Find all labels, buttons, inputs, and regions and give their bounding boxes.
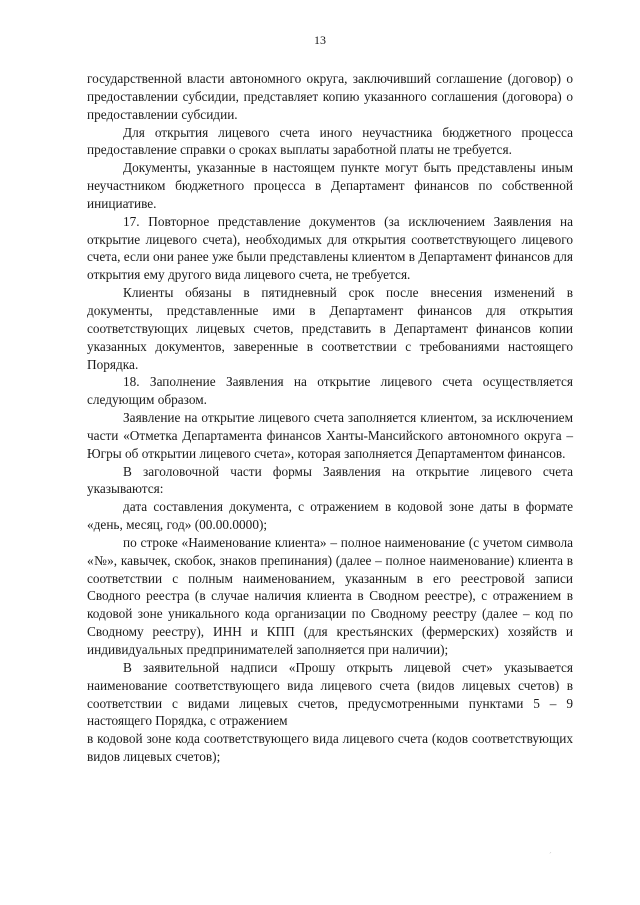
paragraph: Клиенты обязаны в пятидневный срок после внесения изменений в документы, представленные ими в Департамент финансов для открытия соответствующих лицевых счетов, представить в Департамент финансов копии указанных документов, заверенные в соответствии с требованиями настоящего Порядка.: [87, 285, 573, 372]
paragraph: государственной власти автономного округа, заключивший соглашение (договор) о предоставлении субсидии, представляет копию указанного соглашения (договора) о предоставлении субсидии.: [87, 71, 573, 122]
page-number: 13: [314, 33, 326, 47]
paragraph: в кодовой зоне кода соответствующего вида лицевого счета (кодов соответствующих видов лицевых счетов);: [87, 731, 573, 765]
scan-mark: ´: [549, 851, 552, 860]
paragraph: 18. Заполнение Заявления на открытие лицевого счета осуществляется следующим образом.: [87, 374, 573, 408]
paragraph: по строке «Наименование клиента» – полное наименование (с учетом символа «№», кавычек, скобок, знаков препинания) (далее – полное наименование) клиента в соответствии с полным наименованием, указанным в его реестровой записи Сводного реестра (в случае наличия клиента в Сводном реестре), с отражением в кодовой зоне уникального кода организации по Сводному реестру (далее – код по Сводному реестру), ИНН и КПП (для крестьянских (фермерских) хозяйств и индивидуальных предпринимателей заполняется при наличии);: [87, 534, 573, 657]
paragraph: Заявление на открытие лицевого счета заполняется клиентом, за исключением части «Отметка Департамента финансов Ханты-Мансийского автономного округа – Югры об открытии лицевого счета», которая заполняется Департаментом финансов.: [87, 410, 573, 461]
paragraph: 17. Повторное представление документов (за исключением Заявления на открытие лицевого счета), необходимых для открытия соответствующего лицевого счета, если они ранее уже были представлены клиентом в Департамент финансов для открытия ему другого вида лицевого счета, не требуется.: [87, 213, 573, 283]
paragraph: В заявительной надписи «Прошу открыть лицевой счет» указывается наименование соответствующего вида лицевого счета (видов лицевых счетов) в соответствии с видами лицевых счетов, предусмотренными пунктами 5 – 9 настоящего Порядка, с отражением: [87, 659, 573, 729]
paragraph: В заголовочной части формы Заявления на открытие лицевого счета указываются:: [87, 463, 573, 497]
paragraph: Документы, указанные в настоящем пункте могут быть представлены иным неучастником бюджетного процесса в Департамент финансов по собственной инициативе.: [87, 160, 573, 211]
paragraph: Для открытия лицевого счета иного неучастника бюджетного процесса предоставление справки о сроках выплаты заработной платы не требуется.: [87, 124, 573, 158]
document-body: [87, 70, 573, 766]
paragraph: дата составления документа, с отражением в кодовой зоне даты в формате «день, месяц, год» (00.00.0000);: [87, 499, 573, 533]
